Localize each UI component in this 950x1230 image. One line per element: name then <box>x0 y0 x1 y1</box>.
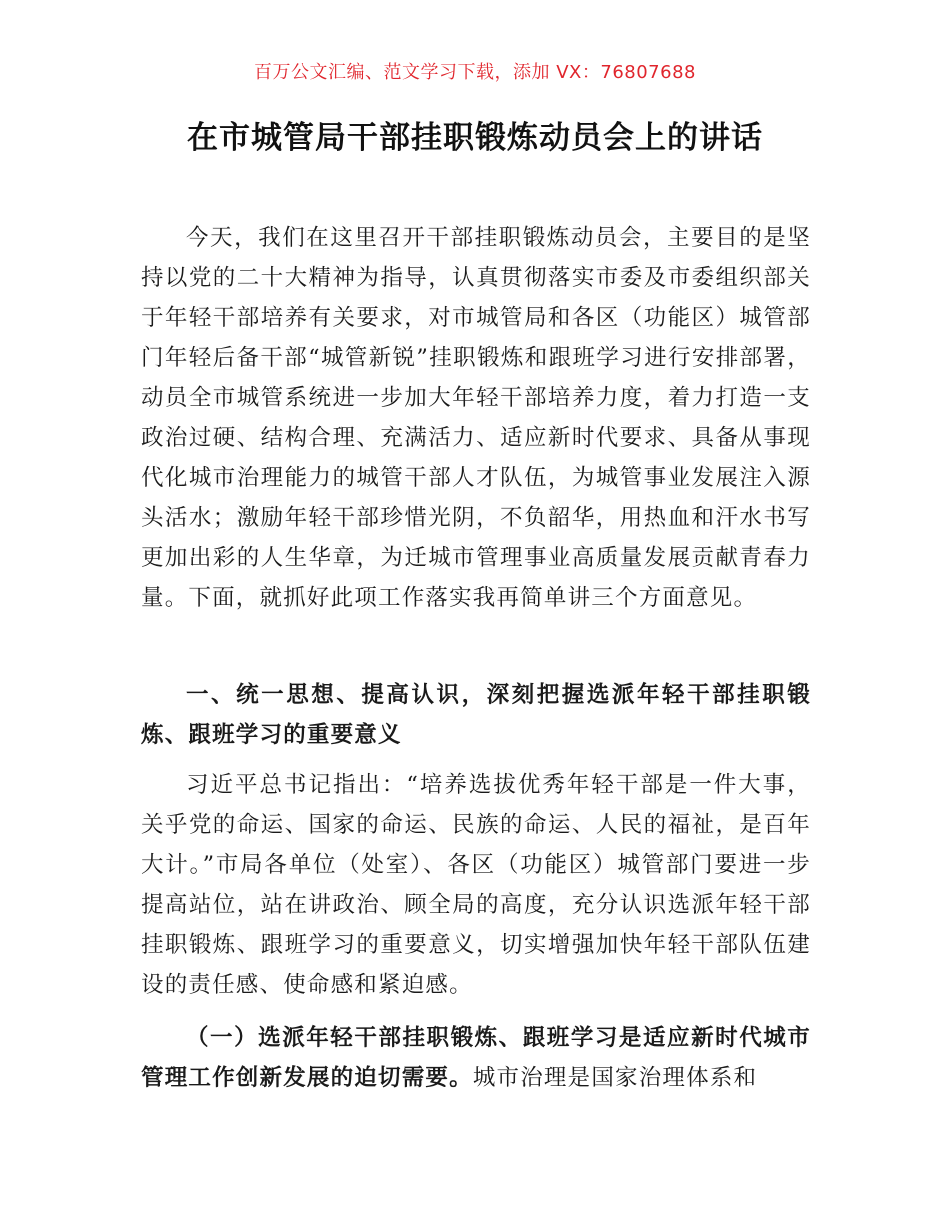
watermark-banner: 百万公文汇编、范文学习下载，添加 VX：76807688 <box>254 62 696 83</box>
quote-paragraph <box>141 765 811 1005</box>
intro-text: 今天，我们在这里召开干部挂职锻炼动员会，主要目的是坚持以党的二十大精神为指导，认真贯彻落实市委及市委组织部关于年轻干部培养有关要求，对市城管局和各区（功能区）城管部门年轻后备干部“城管新锐”挂职锻炼和跟班学习进行安排部署，动员全市城管系统进一步加大年轻干部培养力度，着力打造一支政治过硬、结构合理、充满活力、适应新时代要求、具备从事现代化城市治理能力的城管干部人才队伍，为城管事业发展注入源头活水；激励年轻干部珍惜光阴，不负韶华，用热血和汗水书写更加出彩的人生华章，为迁城市管理事业高质量发展贡献青春力量。下面，就抓好此项工作落实我再简单讲三个方面意见。 <box>141 225 811 611</box>
subsection-1-heading: （一）选派年轻干部挂职锻炼、跟班学习是适应新时代城市管理工作创新发展的迫切需要。 <box>141 1025 811 1091</box>
subsection-paragraph-1 <box>141 1018 811 1098</box>
document-title: 在市城管局干部挂职锻炼动员会上的讲话 <box>187 120 763 156</box>
subsection-1-text: 城市治理是国家治理体系和 <box>472 1065 758 1091</box>
subsection-1 <box>141 1018 811 1098</box>
quote-text: 习近平总书记指出：“培养选拔优秀年轻干部是一件大事，关乎党的命运、国家的命运、民族的命运、人民的福祉，是百年大计。”市局各单位（处室）、各区（功能区）城管部门要进一步提高站位，站在讲政治、顾全局的高度，充分认识选派年轻干部挂职锻炼、跟班学习的重要意义，切实增强加快年轻干部队伍建设的责任感、使命感和紧迫感。 <box>141 772 811 998</box>
intro-paragraph <box>141 218 811 618</box>
section-heading-1-text: 一、统一思想、提高认识，深刻把握选派年轻干部挂职锻炼、跟班学习的重要意义 <box>141 682 811 748</box>
section-heading-1 <box>141 675 811 755</box>
